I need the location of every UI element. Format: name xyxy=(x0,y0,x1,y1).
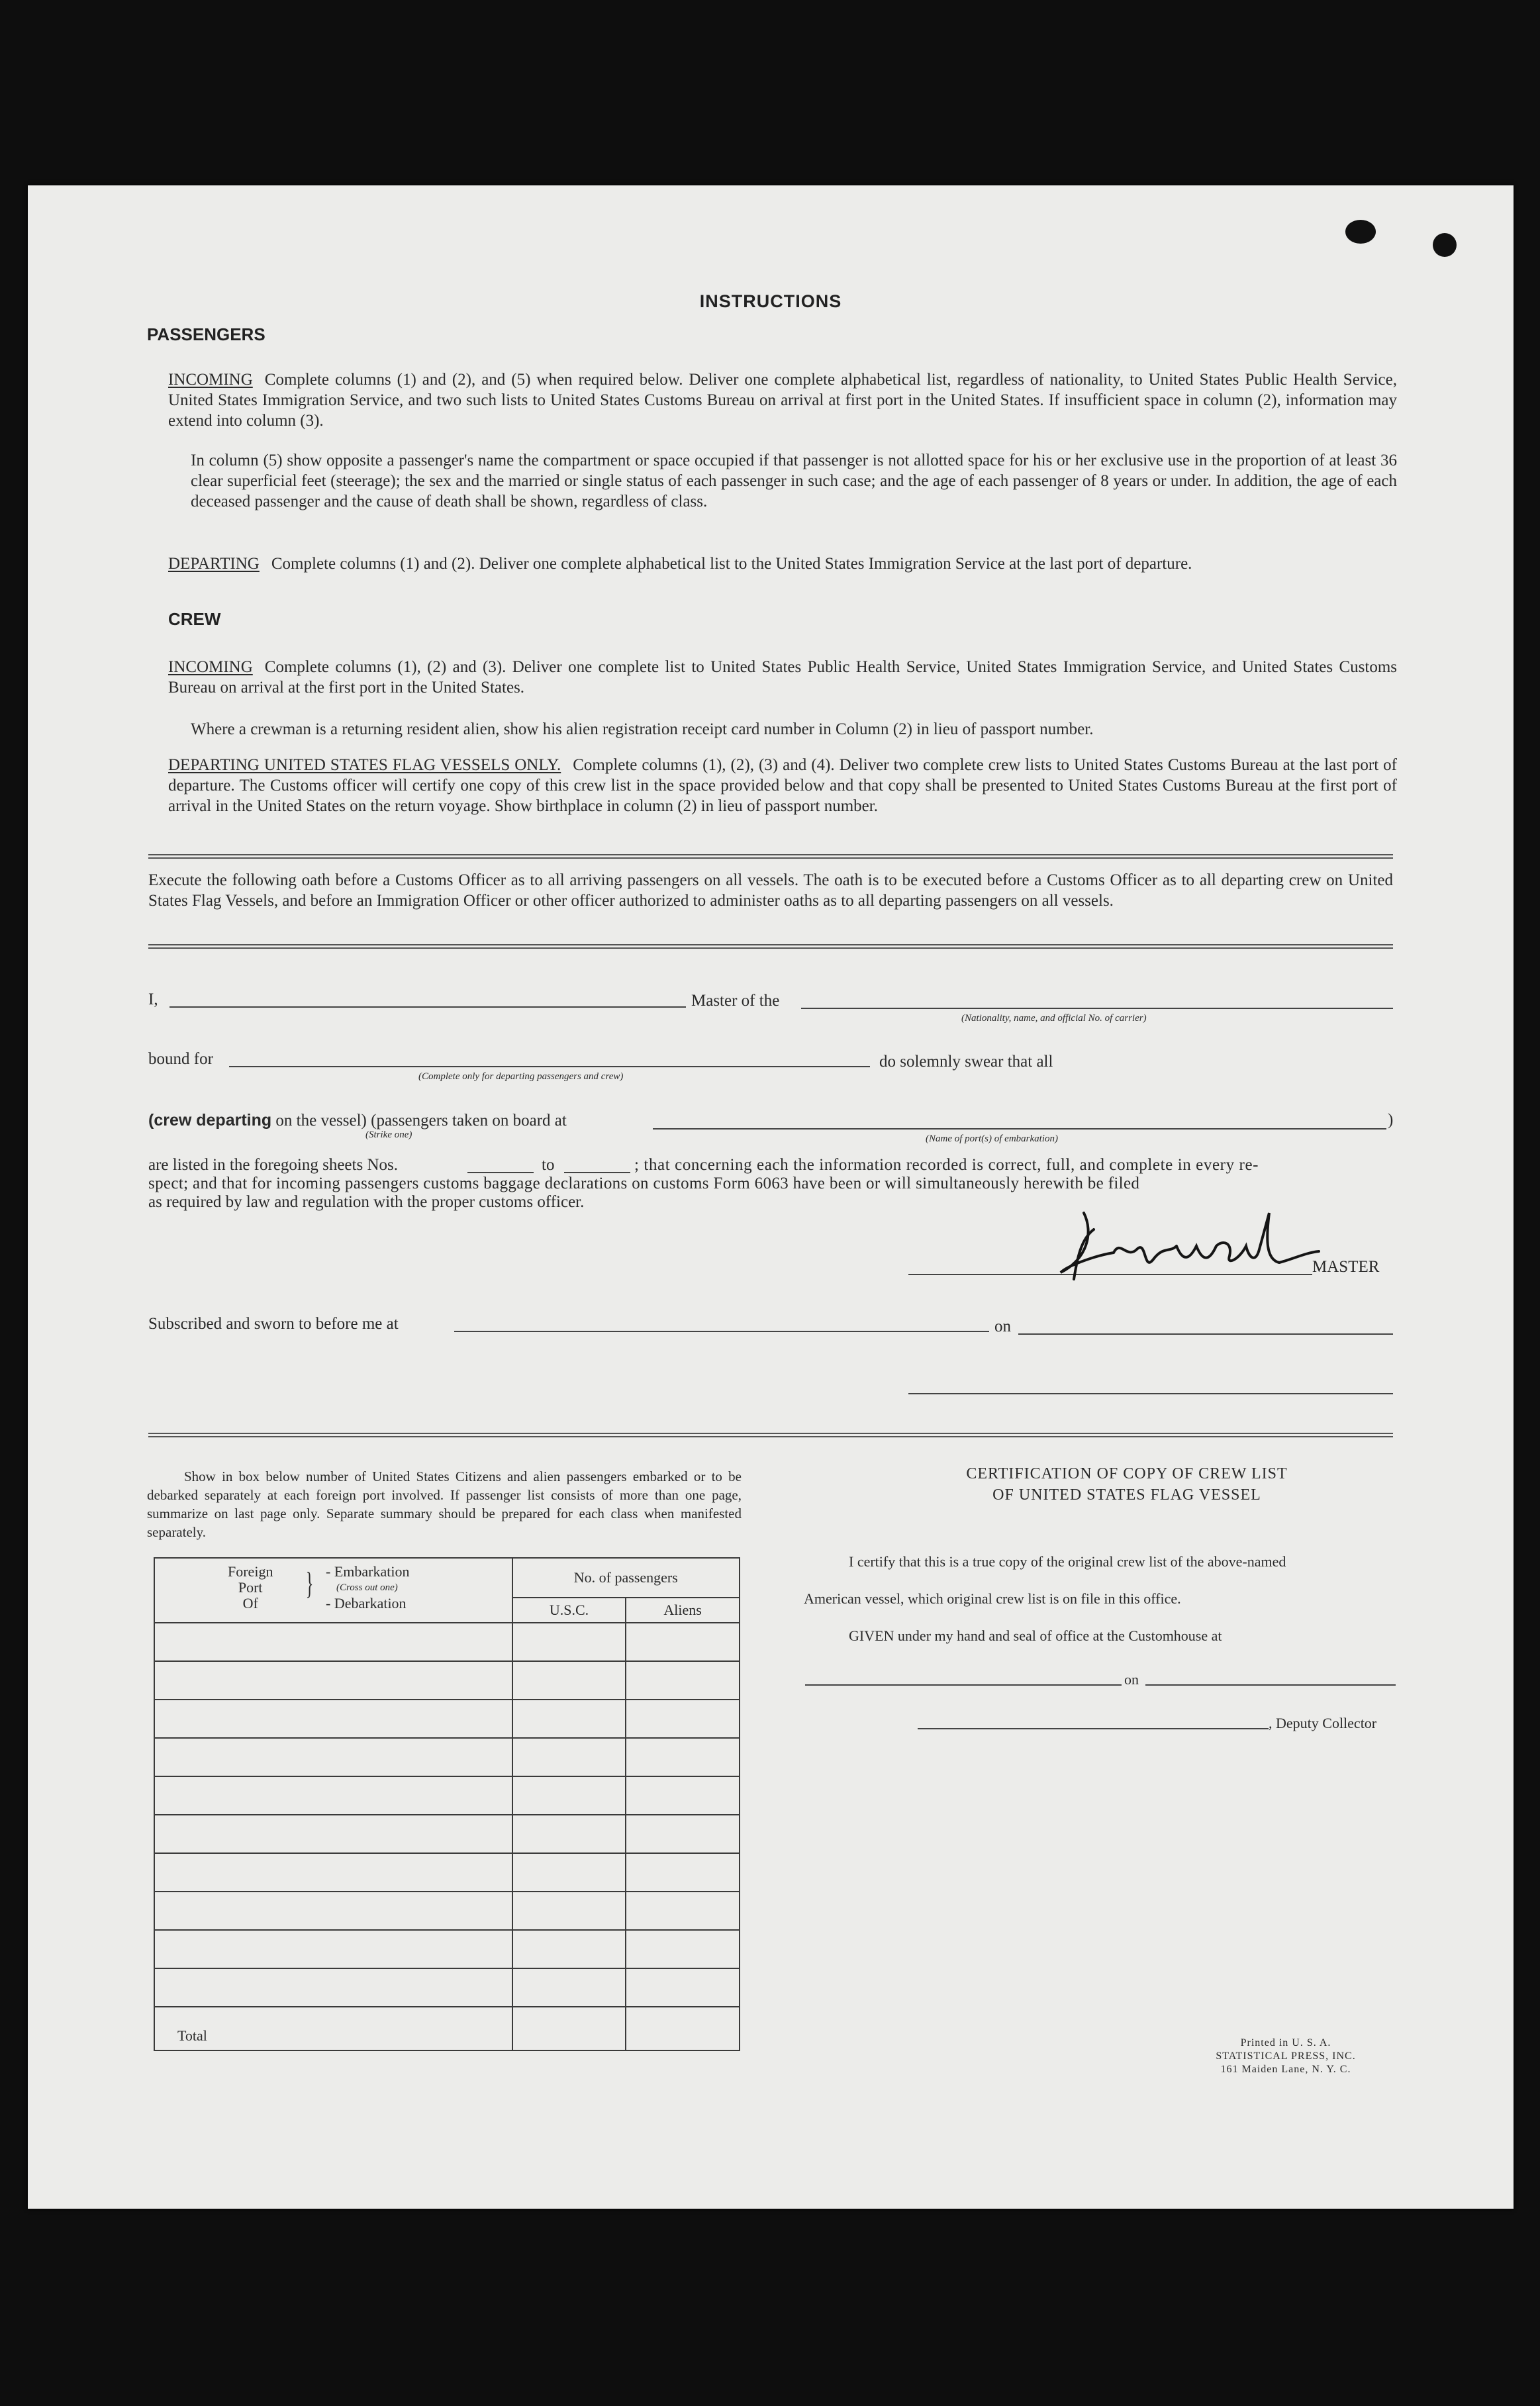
printer-line-3: 161 Maiden Lane, N. Y. C. xyxy=(1220,2064,1351,2075)
usc-cell[interactable] xyxy=(512,1700,626,1738)
section-divider-1 xyxy=(148,854,1393,859)
certification-line-3: GIVEN under my hand and seal of office at the Customhouse at xyxy=(849,1627,1222,1644)
debarkation-label: - Debarkation xyxy=(326,1595,407,1612)
port-cell[interactable] xyxy=(154,1853,512,1892)
printer-imprint xyxy=(1180,2037,1392,2076)
table-row xyxy=(154,1738,740,1776)
certification-on: on xyxy=(1124,1671,1139,1688)
table-row xyxy=(154,1853,740,1892)
table-row xyxy=(154,1815,740,1853)
port-cell[interactable] xyxy=(154,1930,512,1968)
section-divider-3 xyxy=(148,1433,1393,1437)
table-row xyxy=(154,1968,740,2007)
table-row xyxy=(154,1930,740,1968)
embarkation-label: - Embarkation xyxy=(326,1563,410,1580)
passengers-incoming-text: Complete columns (1) and (2), and (5) when required below. Deliver one complete alphabetical list, regardless of nationality, to United States Public Health Service, United States Immigration Service, and two such lists to United States Customs Bureau on arrival at first port in the United States. If insufficient space in column (2), information may extend into column (3). xyxy=(168,371,1397,430)
customhouse-field[interactable] xyxy=(805,1684,1122,1686)
usc-cell[interactable] xyxy=(512,1968,626,2007)
close-paren: ) xyxy=(1388,1111,1394,1129)
carrier-field[interactable] xyxy=(801,1008,1393,1009)
crew-departing-label: DEPARTING UNITED STATES FLAG VESSELS ONLY. xyxy=(168,756,561,774)
aliens-cell[interactable] xyxy=(626,1968,740,2007)
crew-heading: CREW xyxy=(168,609,221,629)
foreign-port-header: Foreign Port Of } - Embarkation (Cross out one) - Debarkation xyxy=(154,1558,512,1623)
subscribed-place-field[interactable] xyxy=(454,1331,989,1332)
sheets-to: to xyxy=(542,1156,555,1174)
usc-cell[interactable] xyxy=(512,1776,626,1815)
subscribed-date-field[interactable] xyxy=(1018,1333,1393,1335)
bound-for-field[interactable] xyxy=(229,1066,870,1067)
usc-cell[interactable] xyxy=(512,1738,626,1776)
master-label: MASTER xyxy=(1312,1258,1380,1276)
aliens-cell[interactable] xyxy=(626,1623,740,1661)
section-divider-2 xyxy=(148,944,1393,949)
aliens-cell[interactable] xyxy=(626,1776,740,1815)
embarkation-port-field[interactable] xyxy=(653,1128,1386,1130)
passengers-departing-text: Complete columns (1) and (2). Deliver one complete alphabetical list to the United States Immigration Service at the last port of departure. xyxy=(271,555,1192,573)
crew-departing-text: (crew departing xyxy=(148,1111,272,1130)
passengers-departing-label: DEPARTING xyxy=(168,555,260,573)
page-title: INSTRUCTIONS xyxy=(699,291,842,311)
aliens-total-cell[interactable] xyxy=(626,2007,740,2050)
crew-departing-text: Complete columns (1), (2), (3) and (4). Deliver two complete crew lists to United States Customs Bureau at the last port of departure. The Customs officer will certify one copy of this crew list in the space provided below and that copy shall be presented to United States Customs Bureau at the first port of arrival in the United States on the return voyage. Show birthplace in column (2) in lieu of passport number. xyxy=(168,756,1397,815)
master-signature xyxy=(1047,1200,1325,1292)
usc-cell[interactable] xyxy=(512,1815,626,1853)
table-row xyxy=(154,1892,740,1930)
table-row xyxy=(154,1623,740,1661)
oath-line-2: spect; and that for incoming passengers customs baggage declarations on customs Form 6063 have been or will simultaneously herewith be filed xyxy=(148,1175,1140,1192)
table-row xyxy=(154,1661,740,1700)
table-row xyxy=(154,1776,740,1815)
officer-signature-field[interactable] xyxy=(908,1393,1393,1394)
port-cell[interactable] xyxy=(154,1738,512,1776)
usc-total-cell[interactable] xyxy=(512,2007,626,2050)
certification-title xyxy=(776,1463,1478,1506)
swear-text: do solemnly swear that all xyxy=(879,1053,1053,1071)
certification-date-field[interactable] xyxy=(1145,1684,1396,1686)
certification-title-line-1: CERTIFICATION OF COPY OF CREW LIST xyxy=(966,1465,1288,1482)
passengers-taken-text: (passengers taken on board at xyxy=(371,1112,567,1130)
port-cell[interactable] xyxy=(154,1892,512,1930)
aliens-cell[interactable] xyxy=(626,1853,740,1892)
crew-incoming-text: Complete columns (1), (2) and (3). Deliver one complete list to United States Public Health Service, United States Immigration Service, and United States Customs Bureau on arrival at the first port in the United States. xyxy=(168,658,1397,697)
crew-departing-paragraph xyxy=(168,755,1397,816)
total-row xyxy=(154,2007,740,2050)
bound-for-label: bound for xyxy=(148,1050,213,1068)
port-caption: (Name of port(s) of embarkation) xyxy=(926,1133,1058,1144)
no-passengers-header: No. of passengers xyxy=(512,1558,740,1598)
on-vessel-text: on the vessel) xyxy=(275,1112,367,1130)
usc-cell[interactable] xyxy=(512,1853,626,1892)
printer-line-1: Printed in U. S. A. xyxy=(1240,2037,1331,2048)
usc-cell[interactable] xyxy=(512,1892,626,1930)
table-header-row xyxy=(154,1558,740,1598)
crew-incoming-label: INCOMING xyxy=(168,658,253,676)
port-cell[interactable] xyxy=(154,1700,512,1738)
passengers-departing-paragraph xyxy=(168,553,1397,574)
printer-line-2: STATISTICAL PRESS, INC. xyxy=(1216,2050,1356,2062)
subscribed-text: Subscribed and sworn to before me at xyxy=(148,1315,399,1333)
subscribed-on: on xyxy=(994,1318,1011,1335)
usc-cell[interactable] xyxy=(512,1930,626,1968)
master-of-the-label: Master of the xyxy=(691,992,780,1010)
aliens-cell[interactable] xyxy=(626,1815,740,1853)
oath-intro-paragraph: Execute the following oath before a Customs Officer as to all arriving passengers on all vessels. The oath is to be executed before a Customs Officer as to all departing crew on United States Flag Vessels, and before an Immigration Officer or other officer authorized to administer oaths as to all departing passengers on all vessels. xyxy=(148,871,1393,910)
sheet-from-field[interactable] xyxy=(467,1172,534,1173)
aliens-cell[interactable] xyxy=(626,1738,740,1776)
port-cell[interactable] xyxy=(154,1623,512,1661)
sheets-prefix: are listed in the foregoing sheets Nos. xyxy=(148,1156,398,1174)
deputy-collector-label: , Deputy Collector xyxy=(1269,1715,1377,1731)
oath-i-label: I, xyxy=(148,990,158,1008)
usc-cell[interactable] xyxy=(512,1661,626,1700)
sheets-suffix: ; that concerning each the information recorded is correct, full, and complete in every re- xyxy=(634,1156,1259,1174)
passengers-incoming-paragraph xyxy=(168,369,1397,431)
master-name-field[interactable] xyxy=(169,1006,686,1008)
port-cell[interactable] xyxy=(154,1776,512,1815)
crew-resident-paragraph: Where a crewman is a returning resident alien, show his alien registration receipt card number in Column (2) in lieu of passport number. xyxy=(191,720,1094,738)
aliens-cell[interactable] xyxy=(626,1661,740,1700)
crew-incoming-paragraph xyxy=(168,657,1397,698)
usc-header: U.S.C. xyxy=(512,1598,626,1623)
of-label: Of xyxy=(242,1595,258,1612)
deputy-collector-signature-field[interactable] xyxy=(918,1728,1269,1729)
aliens-header: Aliens xyxy=(626,1598,740,1623)
summary-instructions: Show in box below number of United States Citizens and alien passengers embarked or to be debarked separately at each foreign port involved. If passenger list consists of more than one page, summarize on last page only. Separate summary should be prepared for each class when manifested separately. xyxy=(147,1468,742,1540)
cross-out-caption: (Cross out one) xyxy=(336,1582,398,1593)
table-row xyxy=(154,1700,740,1738)
punch-hole-left xyxy=(1345,220,1376,244)
crew-departing-option xyxy=(148,1111,567,1130)
certification-line-2: American vessel, which original crew list is on file in this office. xyxy=(804,1590,1181,1607)
strike-one-caption: (Strike one) xyxy=(365,1130,412,1140)
punch-hole-right xyxy=(1433,233,1457,257)
aliens-cell[interactable] xyxy=(626,1930,740,1968)
port-cell[interactable] xyxy=(154,1815,512,1853)
oath-line-3: as required by law and regulation with the proper customs officer. xyxy=(148,1193,585,1211)
total-label: Total xyxy=(154,2007,512,2050)
passengers-column5-paragraph: In column (5) show opposite a passenger's name the compartment or space occupied if that passenger is not allotted space for his or her exclusive use in the proportion of at least 36 clear superficial feet (steerage); the sex and the married or single status of each passenger in such case; and the age of each passenger of 8 years or under. In addition, the age of each deceased passenger and the cause of death shall be shown, regardless of class. xyxy=(191,452,1397,510)
port-label: Port xyxy=(238,1579,263,1596)
certification-title-line-2: OF UNITED STATES FLAG VESSEL xyxy=(992,1486,1261,1504)
carrier-caption: (Nationality, name, and official No. of carrier) xyxy=(961,1013,1147,1024)
aliens-cell[interactable] xyxy=(626,1700,740,1738)
sheet-to-field[interactable] xyxy=(564,1172,630,1173)
port-cell[interactable] xyxy=(154,1968,512,2007)
foreign-label: Foreign xyxy=(228,1563,273,1580)
form-page xyxy=(28,185,1514,2209)
passengers-heading: PASSENGERS xyxy=(147,324,265,344)
port-cell[interactable] xyxy=(154,1661,512,1700)
aliens-cell[interactable] xyxy=(626,1892,740,1930)
usc-cell[interactable] xyxy=(512,1623,626,1661)
bound-for-caption: (Complete only for departing passengers and crew) xyxy=(418,1071,624,1082)
passenger-summary-table xyxy=(154,1557,740,2051)
passengers-incoming-label: INCOMING xyxy=(168,371,253,389)
certification-line-1: I certify that this is a true copy of the original crew list of the above-named xyxy=(849,1553,1286,1570)
